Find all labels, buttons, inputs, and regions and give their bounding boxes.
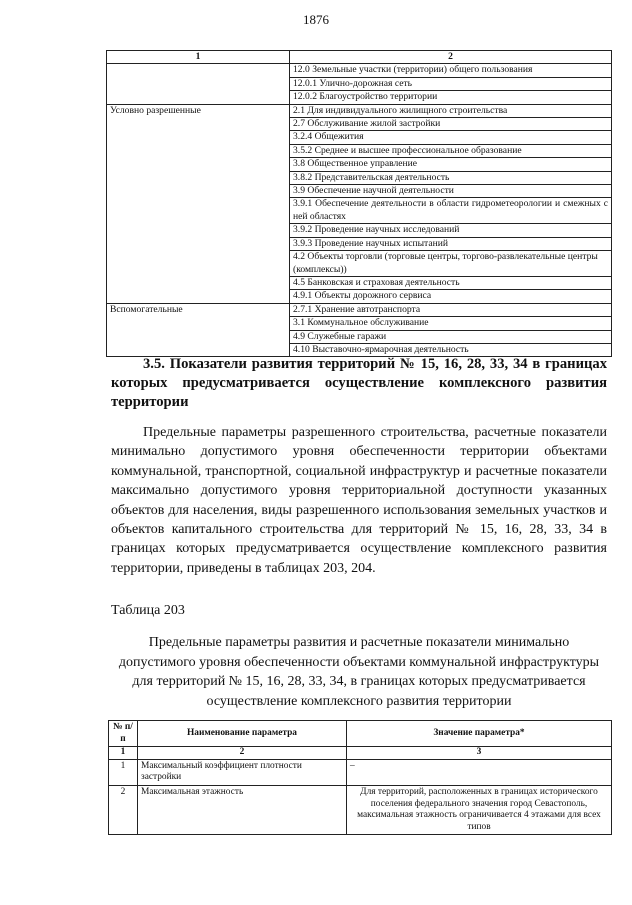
list-item: 3.2.4 Общежития [290, 131, 612, 144]
list-item: 4.9.1 Объекты дорожного сервиса [290, 290, 612, 303]
auxiliary-use-label: Вспомогательные [107, 303, 290, 316]
permitted-use-table [106, 50, 612, 357]
table-row [107, 330, 612, 343]
list-item: 4.9 Служебные гаражи [290, 330, 612, 343]
list-item: 3.5.2 Среднее и высшее профессиональное образование [290, 144, 612, 157]
table-row [107, 158, 612, 171]
column-number: 3 [347, 747, 612, 760]
table-row [107, 237, 612, 250]
table-header-row [109, 721, 612, 747]
table-row [107, 91, 612, 104]
list-item: 12.0.1 Улично-дорожная сеть [290, 77, 612, 90]
table-label: Таблица 203 [111, 603, 185, 618]
list-item: 2.1 Для индивидуального жилищного строительства [290, 104, 612, 117]
table-row [107, 303, 612, 316]
table-row [107, 144, 612, 157]
parameter-value: – [347, 759, 612, 785]
list-item: 2.7 Обслуживание жилой застройки [290, 118, 612, 131]
list-item: 3.9.3 Проведение научных испытаний [290, 237, 612, 250]
parameters-table [108, 720, 612, 835]
section-heading: 3.5. Показатели развития территорий № 15, 16, 28, 33, 34 в границах которых предусматривается осуществление комплексного развития территории [111, 356, 607, 410]
list-item: 3.8.2 Представительская деятельность [290, 171, 612, 184]
list-item: 4.10 Выставочно-ярмарочная деятельность [290, 343, 612, 356]
column-numbers-row [109, 747, 612, 760]
list-item: 12.0.2 Благоустройство территории [290, 91, 612, 104]
table-row [107, 171, 612, 184]
table-header-row [107, 51, 612, 64]
parameter-name: Максимальный коэффициент плотности застройки [138, 759, 347, 785]
column-number-2: 2 [290, 51, 612, 64]
column-header-number: № п/п [109, 721, 138, 747]
table-row [107, 317, 612, 330]
list-item: 3.1 Коммунальное обслуживание [290, 317, 612, 330]
table-row [107, 131, 612, 144]
column-number: 2 [138, 747, 347, 760]
list-item: 2.7.1 Хранение автотранспорта [290, 303, 612, 316]
list-item: 3.9 Обеспечение научной деятельности [290, 185, 612, 198]
table-row [107, 77, 612, 90]
page-number: 1876 [303, 12, 329, 27]
table-row [109, 759, 612, 785]
list-item: 12.0 Земельные участки (территории) общего пользования [290, 64, 612, 77]
list-item: 3.9.2 Проведение научных исследований [290, 224, 612, 237]
table-row [109, 785, 612, 834]
list-item: 3.8 Общественное управление [290, 158, 612, 171]
table-row [107, 104, 612, 117]
table-row [107, 118, 612, 131]
parameter-value: Для территорий, расположенных в границах исторического поселения федерального значения город Севастополь, максимальная этажность ограничивается 4 этажами для всех типов [347, 785, 612, 834]
table-row [107, 198, 612, 224]
list-item: 4.5 Банковская и страховая деятельность [290, 276, 612, 289]
table-caption: Предельные параметры развития и расчетные показатели минимально допустимого уровня обеспеченности объектами коммунальной инфраструктуры для территорий № 15, 16, 28, 33, 34, в границах которых предусматривается осуществление комплексного развития территории [118, 635, 600, 709]
column-number: 1 [109, 747, 138, 760]
list-item: 3.9.1 Обеспечение деятельности в области гидрометеорологии и смежных с ней областях [290, 198, 612, 224]
parameter-name: Максимальная этажность [138, 785, 347, 834]
column-number-1: 1 [107, 51, 290, 64]
table-row [107, 64, 612, 77]
conditional-use-label: Условно разрешенные [107, 104, 290, 117]
table-row [107, 224, 612, 237]
table-row [107, 276, 612, 289]
row-number: 1 [109, 759, 138, 785]
table-row [107, 290, 612, 303]
row-number: 2 [109, 785, 138, 834]
table-row [107, 251, 612, 277]
table-row [107, 185, 612, 198]
body-paragraph: Предельные параметры разрешенного строительства, расчетные показатели минимально допустимого уровня обеспеченности территории объектами коммунальной, транспортной, социальной инфраструктур и расчетные показатели максимально допустимого уровня территориальной доступности указанных объектов для населения, виды разрешенного использования земельных участков и объектов капитального строительства для территорий № 15, 16, 28, 33, 34 в границах которых предусматривается осуществление комплексного развития территории, приведены в таблицах 203, 204. [111, 425, 607, 576]
column-header-value: Значение параметра* [347, 721, 612, 747]
list-item: 4.2 Объекты торговли (торговые центры, торгово-развлекательные центры (комплексы)) [290, 251, 612, 277]
column-header-parameter: Наименование параметра [138, 721, 347, 747]
